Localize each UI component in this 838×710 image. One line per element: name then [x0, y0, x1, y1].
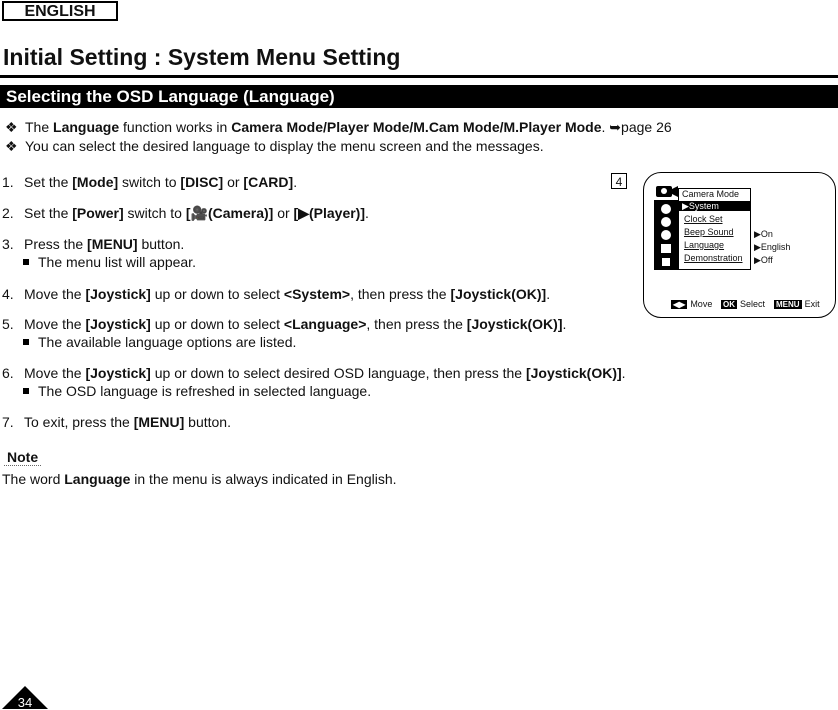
step-5-sub: The available language options are listed.: [23, 334, 296, 350]
intro-line-2: ❖ You can select the desired language to display the menu screen and the messages.: [5, 138, 544, 154]
step-6-sub: The OSD language is refreshed in selected language.: [23, 383, 371, 399]
note-text: The word Language in the menu is always indicated in English.: [2, 471, 397, 487]
menu-value-beep: ▶On: [754, 229, 773, 239]
menu-mode-title: Camera Mode: [682, 189, 740, 199]
step-marker: 4: [611, 173, 627, 189]
step-4: 4. Move the [Joystick] up or down to select <System>, then press the [Joystick(OK)].: [2, 286, 551, 302]
note-label: Note: [4, 449, 41, 466]
step-1: 1. Set the [Mode] switch to [DISC] or [CARD].: [2, 174, 298, 190]
menu-value-demo: ▶Off: [754, 255, 773, 265]
intro-line-1: ❖ The Language function works in Camera Mode/Player Mode/M.Cam Mode/M.Player Mode. ➥page 26: [5, 119, 672, 135]
menu-item-demonstration[interactable]: Demonstration: [684, 253, 743, 263]
menu-icon-column: [654, 200, 678, 270]
menu-item-clock-set[interactable]: Clock Set: [684, 214, 723, 224]
page-number: 34: [17, 695, 33, 710]
title-rule: [0, 75, 838, 78]
step-3: 3. Press the [MENU] button.: [2, 236, 185, 252]
menu-item-language[interactable]: Language: [684, 240, 725, 250]
page-title: Initial Setting : System Menu Setting: [3, 44, 401, 70]
move-key-icon: ◀▶: [673, 300, 686, 309]
menu-icons: [654, 200, 678, 270]
step-3-sub: The menu list will appear.: [23, 254, 196, 270]
diamond-bullet-icon: ❖: [5, 119, 18, 135]
footer-exit: MENU Exit: [776, 299, 820, 309]
step-7: 7. To exit, press the [MENU] button.: [2, 414, 231, 430]
menu-key-icon: MENU: [776, 300, 800, 309]
footer-move: ◀▶ Move: [673, 299, 713, 309]
diamond-bullet-icon: ❖: [5, 138, 18, 154]
camera-icon: [654, 182, 680, 200]
page-number-badge: [2, 686, 48, 710]
section-title: Selecting the OSD Language (Language): [0, 85, 838, 108]
language-tag: ENGLISH: [2, 1, 118, 21]
menu-value-language: ▶English: [754, 242, 791, 252]
ok-key-icon: OK: [723, 300, 735, 309]
menu-item-beep-sound[interactable]: Beep Sound: [684, 227, 734, 237]
step-2: 2. Set the [Power] switch to [🎥(Camera)] or [▶(Player)].: [2, 205, 369, 221]
step-6: 6. Move the [Joystick] up or down to select desired OSD language, then press the [Joystick(OK)].: [2, 365, 626, 381]
footer-select: OK Select: [723, 299, 766, 309]
menu-selected-item[interactable]: ▶System: [678, 201, 751, 211]
step-5: 5. Move the [Joystick] up or down to select <Language>, then press the [Joystick(OK)].: [2, 316, 567, 332]
